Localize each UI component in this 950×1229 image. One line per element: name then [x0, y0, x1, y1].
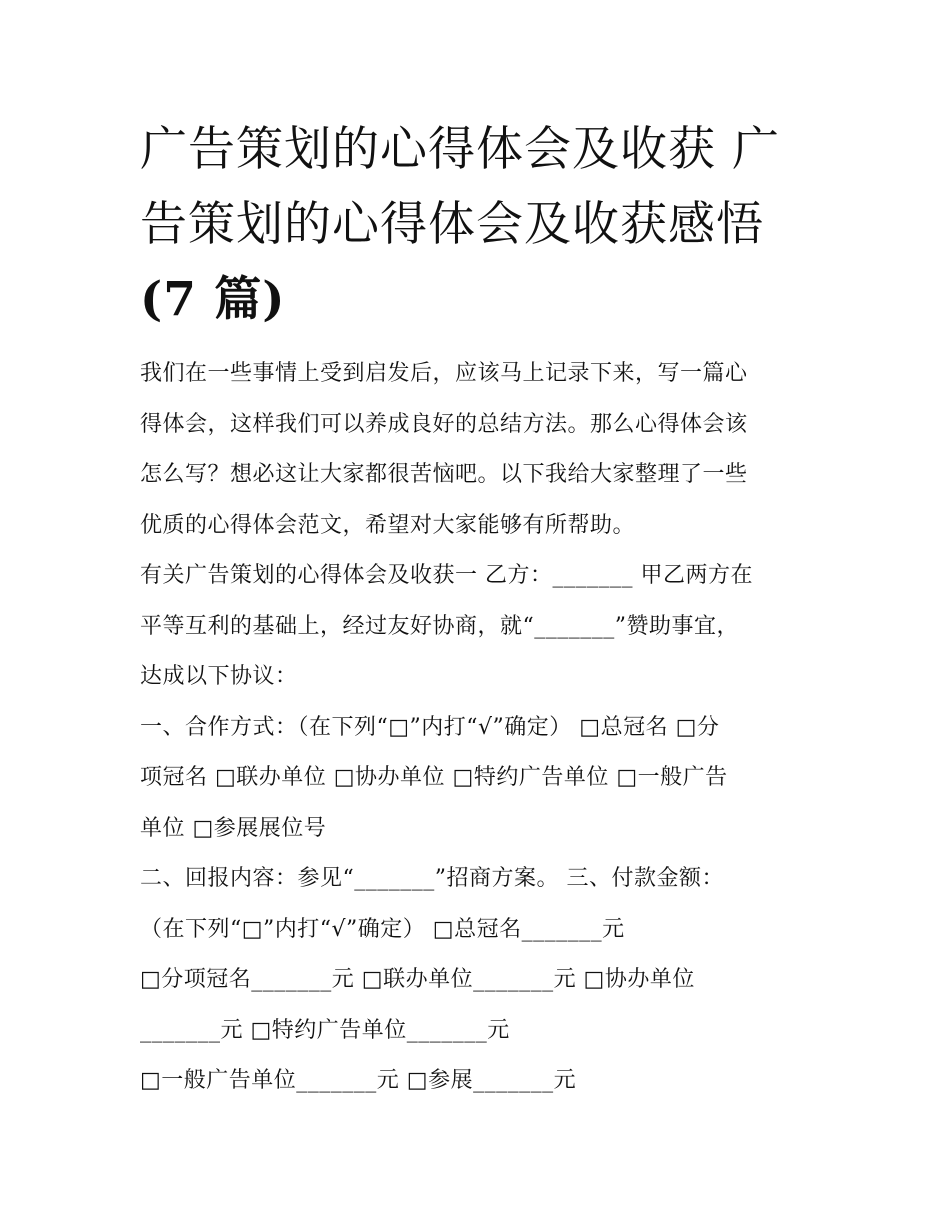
body-line: _______元 □特约广告单位_______元 [140, 1017, 510, 1043]
body-line: 怎么写？想必这让大家都很苦恼吧。以下我给大家整理了一些 [140, 462, 748, 487]
body-line: 达成以下协议： [140, 664, 298, 689]
document-body [140, 349, 820, 1107]
title-line-3: (7 篇) [140, 272, 286, 327]
body-line: 二、回报内容：参见“_______”招商方案。 三、付款金额： [140, 866, 724, 891]
body-line: 我们在一些事情上受到启发后，应该马上记录下来，写一篇心 [140, 361, 748, 386]
document-title [140, 112, 820, 337]
body-line: 项冠名 □联办单位 □协办单位 □特约广告单位 □一般广告 [140, 765, 728, 790]
body-line: 优质的心得体会范文，希望对大家能够有所帮助。 [140, 512, 636, 538]
body-line: （在下列“□”内打“√”确定） □总冠名_______元 [140, 916, 625, 942]
body-line: 单位 □参展展位号 [140, 815, 327, 841]
document-page [140, 112, 820, 1107]
body-line: 有关广告策划的心得体会及收获一 乙方：_______ 甲乙两方在 [140, 563, 753, 588]
title-line-1: 广告策划的心得体会及收获 广 [140, 122, 780, 177]
body-line: 平等互利的基础上，经过友好协商，就“_______”赞助事宜， [140, 613, 739, 639]
body-line: 一、合作方式：（在下列“□”内打“√”确定） □总冠名 □分 [140, 714, 720, 740]
body-line: 得体会，这样我们可以养成良好的总结方法。那么心得体会该 [140, 411, 748, 437]
title-line-2: 告策划的心得体会及收获感悟 [140, 197, 764, 252]
body-line: □一般广告单位_______元 □参展_______元 [140, 1068, 577, 1093]
body-line: □分项冠名_______元 □联办单位_______元 □协办单位 [140, 967, 695, 992]
